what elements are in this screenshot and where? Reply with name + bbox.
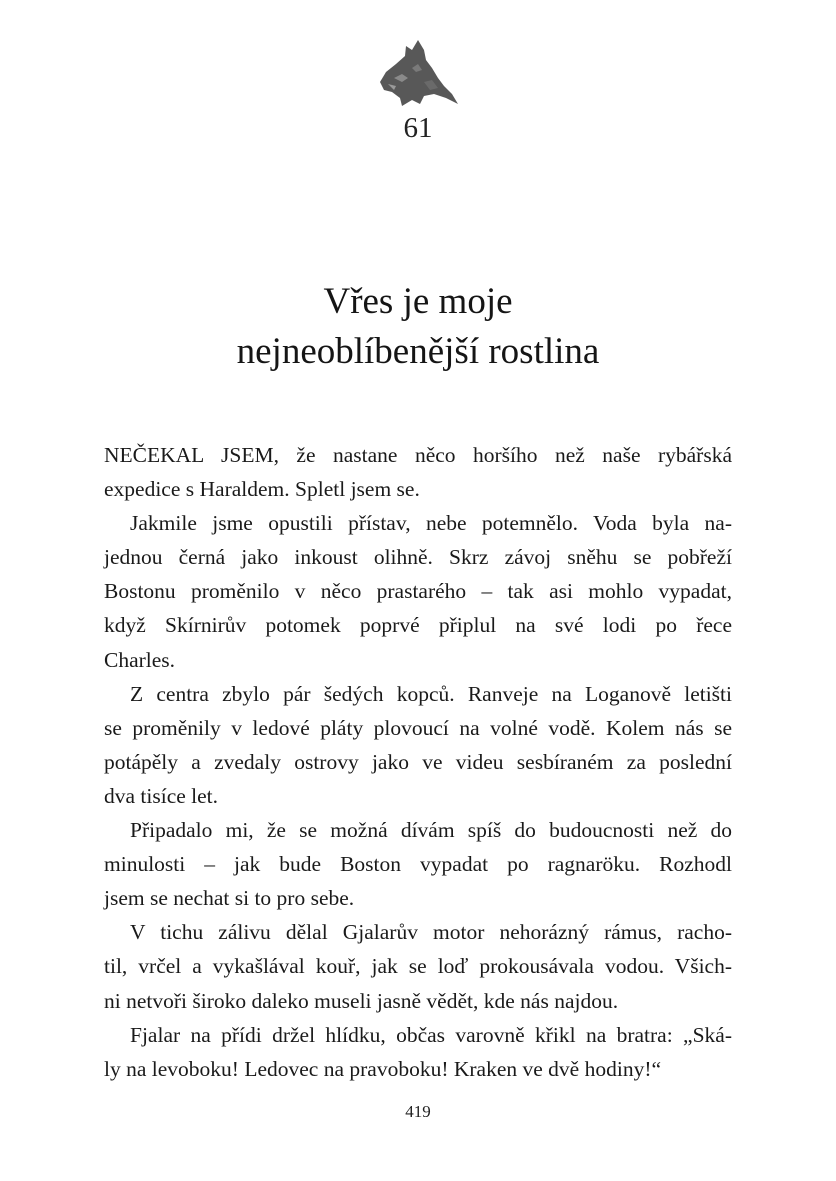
text-line: Bostonu proměnilo v něco prastarého – tak asi mohlo vypadat, <box>104 579 732 604</box>
text-line: když Skírnirův potomek poprvé připlul na své lodi po řece <box>104 613 732 638</box>
wolf-head-icon <box>372 38 464 110</box>
text-line: til, vrčel a vykašlával kouř, jak se loď prokousávala vodou. Všich- <box>104 954 732 979</box>
text-line: jednou černá jako inkoust olihně. Skrz závoj sněhu se pobřeží <box>104 545 732 570</box>
text-line: NEČEKAL JSEM, že nastane něco horšího než naše rybářská <box>104 443 732 467</box>
page-number: 419 <box>405 1102 431 1121</box>
text-line: minulosti – jak bude Boston vypadat po ragnaröku. Rozhodl <box>104 852 732 877</box>
chapter-title-line-1: Vřes je moje <box>323 281 513 322</box>
chapter-number: 61 <box>403 112 433 144</box>
text-line: Připadalo mi, že se možná dívám spíš do budoucnosti než do <box>130 818 732 843</box>
text-line: Charles. <box>104 647 176 672</box>
text-line: Jakmile jsme opustili přístav, nebe potemnělo. Voda byla na- <box>130 511 732 536</box>
text-line: Fjalar na přídi držel hlídku, občas varovně křikl na bratra: „Ská- <box>130 1022 732 1047</box>
text-line: ni netvoři široko daleko museli jasně vědět, kde nás najdou. <box>104 988 619 1013</box>
text-line: se proměnily v ledové pláty plovoucí na volné vodě. Kolem nás se <box>104 715 732 740</box>
text-line: dva tisíce let. <box>104 783 219 808</box>
text-line: expedice s Haraldem. Spletl jsem se. <box>104 477 420 502</box>
body-text <box>104 438 732 1086</box>
chapter-title-line-2: nejneoblíbenější rostlina <box>236 331 600 372</box>
text-line: Z centra zbylo pár šedých kopců. Ranveje na Loganově letišti <box>130 681 732 706</box>
text-line: ly na levoboku! Ledovec na pravoboku! Kraken ve dvě hodiny!“ <box>104 1056 662 1081</box>
text-line: jsem se nechat si to pro sebe. <box>104 886 355 911</box>
text-line: V tichu zálivu dělal Gjalarův motor nehorázný rámus, racho- <box>130 920 732 945</box>
chapter-title <box>0 277 836 377</box>
text-line: potápěly a zvedaly ostrovy jako ve videu sesbíraném za poslední <box>104 749 732 774</box>
